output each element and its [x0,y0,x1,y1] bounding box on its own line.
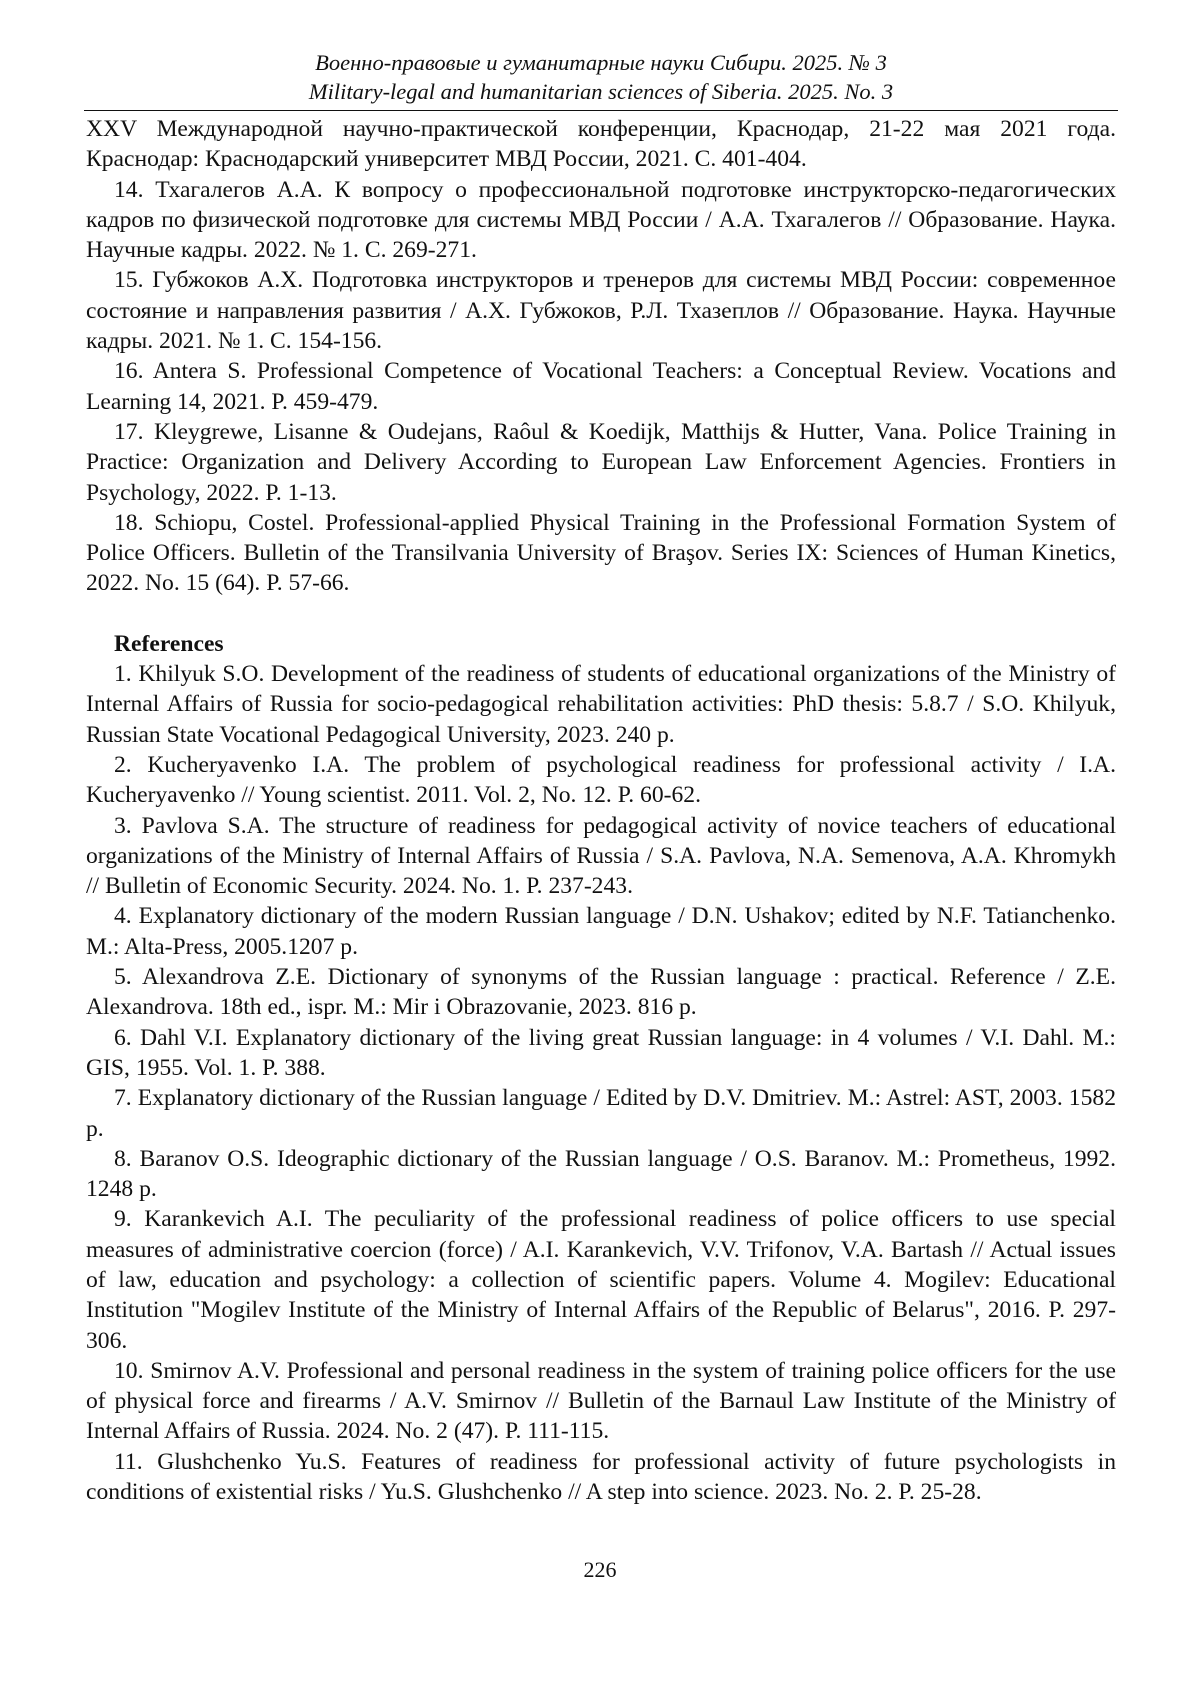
reference-entry: 18. Schiopu, Costel. Professional-applied Physical Training in the Professional Formation System of Police Officers. Bulletin of the Transilvania University of Braşov. Series IX: Sciences of Human Kinetics, 2022. No. 15 (64). P. 57-66. [86,509,1116,597]
running-head [86,48,1116,106]
reference-entry: 11. Glushchenko Yu.S. Features of readiness for professional activity of future psychologists in conditions of existential risks / Yu.S. Glushchenko // A step into science. 2023. No. 2. P. 25-28. [86,1448,1116,1506]
header-divider [84,110,1118,111]
references-heading: References [114,630,224,657]
references-section [86,629,1116,1508]
reference-entry: 15. Губжоков А.Х. Подготовка инструкторов и тренеров для системы МВД России: современное состояние и направления развития / А.Х. Губжоков, Р.Л. Тхазеплов // Образование. Наука. Научные кадры. 2021. № 1. С. 154-156. [86,267,1116,355]
literature-list [86,175,1116,599]
reference-entry: 10. Smirnov A.V. Professional and personal readiness in the system of training police officers for the use of physical force and firearms / A.V. Smirnov // Bulletin of the Barnaul Law Institute of the Ministry of Internal Affairs of Russia. 2024. No. 2 (47). P. 111-115. [86,1357,1116,1445]
reference-entry: 7. Explanatory dictionary of the Russian language / Edited by D.V. Dmitriev. M.: Astrel: AST, 2003. 1582 p. [86,1085,1116,1142]
journal-title-ru: Военно-правовые и гуманитарные науки Сибири. 2025. № 3 [315,50,887,75]
reference-entry: 3. Pavlova S.A. The structure of readiness for pedagogical activity of novice teachers of educational organizations of the Ministry of Internal Affairs of Russia / S.A. Pavlova, N.A. Semenova, A.A. Khromykh // Bulletin of Economic Security. 2024. No. 1. P. 237-243. [86,812,1116,900]
reference-entry: 8. Baranov O.S. Ideographic dictionary of the Russian language / O.S. Baranov. M.: Prometheus, 1992. 1248 p. [86,1145,1116,1203]
journal-title-en: Military-legal and humanitarian sciences of Siberia. 2025. No. 3 [308,79,894,104]
reference-entry: 6. Dahl V.I. Explanatory dictionary of the living great Russian language: in 4 volumes / V.I. Dahl. M.: GIS, 1955. Vol. 1. P. 388. [86,1024,1116,1081]
reference-entry: 1. Khilyuk S.O. Development of the readiness of students of educational organizations of the Ministry of Internal Affairs of Russia for socio-pedagogical rehabilitation activities: PhD thesis: 5.8.7 / S.O. Khilyuk, Russian State Vocational Pedagogical University, 2023. 240 p. [86,661,1116,748]
reference-entry: 9. Karankevich A.I. The peculiarity of the professional readiness of police officers to use special measures of administrative coercion (force) / A.I. Karankevich, V.V. Trifonov, V.A. Bartash // Actual issues of law, education and psychology: a collection of scientific papers. Volume 4. Mogilev: Educational Institution "Mogilev Institute of the Ministry of Internal Affairs of the Republic of Belarus", 2016. P. 297-306. [86,1206,1116,1354]
reference-entry: 4. Explanatory dictionary of the modern Russian language / D.N. Ushakov; edited by N.F. Tatianchenko. M.: Alta-Press, 2005.1207 p. [86,903,1116,960]
reference-entry: 14. Тхагалегов А.А. К вопросу о профессиональной подготовке инструкторско-педагогических кадров по физической подготовке для системы МВД России / А.А. Тхагалегов // Образование. Наука. Научные кадры. 2022. № 1. С. 269-271. [86,176,1116,264]
reference-entry: 16. Antera S. Professional Competence of Vocational Teachers: a Conceptual Review. Vocations and Learning 14, 2021. P. 459-479. [86,358,1116,415]
reference-entry: 2. Kucheryavenko I.A. The problem of psychological readiness for professional activity / I.A. Kucheryavenko // Young scientist. 2011. Vol. 2, No. 12. P. 60-62. [86,751,1116,809]
page-number: 226 [583,1557,617,1582]
reference-entry: 17. Kleygrewe, Lisanne & Oudejans, Raôul & Koedijk, Matthijs & Hutter, Vana. Police Training in Practice: Organization and Delivery According to European Law Enforcement Agencies. Frontiers in Psychology, 2022. P. 1-13. [86,418,1116,506]
continued-reference-entry: XXV Международной научно-практической конференции, Краснодар, 21-22 мая 2021 года. Краснодар: Краснодарский университет МВД России, 2021. С. 401-404. [86,116,1116,173]
reference-entry: 5. Alexandrova Z.E. Dictionary of synonyms of the Russian language : practical. Reference / Z.E. Alexandrova. 18th ed., ispr. M.: Mir i Obrazovanie, 2023. 816 p. [86,964,1116,1021]
main-text [86,114,1116,1507]
